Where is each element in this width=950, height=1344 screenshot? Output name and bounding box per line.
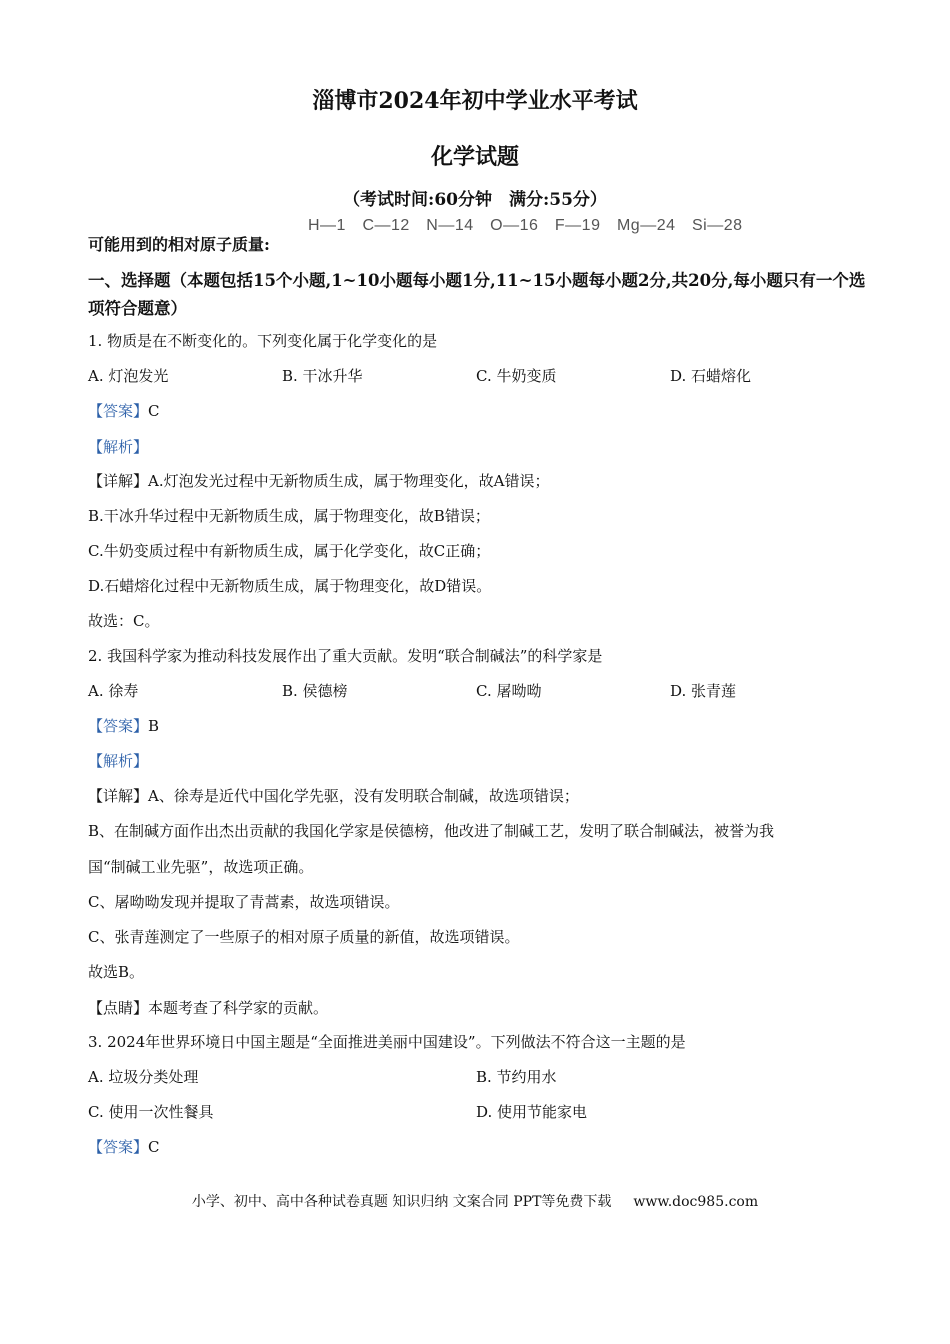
comment-text: 本题考查了科学家的贡献。 xyxy=(148,999,329,1017)
footer-url[interactable]: www.doc985.com xyxy=(633,1194,759,1210)
subject-title: 化学试题 xyxy=(430,144,519,170)
detail-tag: 【详解】 xyxy=(88,787,149,805)
answer-tag: 【答案】 xyxy=(88,1138,149,1156)
q2-option-d: D. 张青莲 xyxy=(670,682,737,700)
answer-tag: 【答案】 xyxy=(88,402,149,420)
detail-tag: 【详解】 xyxy=(88,472,149,490)
q1-conclusion: 故选：C。 xyxy=(88,612,160,630)
q1-option-a: A. 灯泡发光 xyxy=(88,367,169,385)
answer-value: B xyxy=(148,717,160,735)
answer-tag: 【答案】 xyxy=(88,717,149,735)
q2-detail-line: 国“制碱工业先驱”，故选项正确。 xyxy=(88,858,314,876)
question-2-stem: 2. 我国科学家为推动科技发展作出了重大贡献。发明“联合制碱法”的科学家是 xyxy=(88,647,603,665)
q3-option-a: A. 垃圾分类处理 xyxy=(88,1068,199,1086)
exam-info: （考试时间:60分钟 满分:55分） xyxy=(343,190,607,210)
q1-detail-line: D.石蜡熔化过程中无新物质生成，属于物理变化，故D错误。 xyxy=(88,577,492,595)
page-footer xyxy=(0,1191,950,1211)
q2-option-a: A. 徐寿 xyxy=(88,682,139,700)
atomic-mass-values: H—1 C—12 N—14 O—16 F—19 Mg—24 Si—28 xyxy=(308,217,743,234)
q1-detail-line xyxy=(88,470,549,491)
q2-detail-line: B、在制碱方面作出杰出贡献的我国化学家是侯德榜，他改进了制碱工艺，发明了联合制碱法，被誉为我 xyxy=(88,822,775,840)
q1-detail-line: B.干冰升华过程中无新物质生成，属于物理变化，故B错误； xyxy=(88,507,490,525)
q2-detail-line: C、屠呦呦发现并提取了青蒿素，故选项错误。 xyxy=(88,893,400,911)
q1-option-c: C. 牛奶变质 xyxy=(476,367,557,385)
q1-option-d: D. 石蜡熔化 xyxy=(670,367,752,385)
answer-value: C xyxy=(148,1138,160,1156)
q1-detail-line: C.牛奶变质过程中有新物质生成，属于化学变化，故C正确； xyxy=(88,542,491,560)
footer-text: 小学、初中、高中各种试卷真题 知识归纳 文案合同 PPT等免费下载 xyxy=(191,1194,612,1210)
q2-analysis-tag: 【解析】 xyxy=(88,752,149,770)
q1-analysis-tag: 【解析】 xyxy=(88,438,149,456)
detail-text: A.灯泡发光过程中无新物质生成，属于物理变化，故A错误； xyxy=(148,472,550,490)
atomic-mass-label: 可能用到的相对原子质量: xyxy=(88,235,270,254)
q2-detail-line: C、张青莲测定了一些原子的相对原子质量的新值，故选项错误。 xyxy=(88,928,520,946)
q3-answer xyxy=(88,1136,160,1157)
q2-answer xyxy=(88,715,159,736)
comment-tag: 【点睛】 xyxy=(88,999,149,1017)
exam-title: 淄博市2024年初中学业水平考试 xyxy=(312,88,638,114)
q2-comment xyxy=(88,997,328,1018)
q1-option-b: B. 干冰升华 xyxy=(282,367,363,385)
q2-detail-line xyxy=(88,785,579,806)
section-heading: 一、选择题（本题包括15个小题,1~10小题每小题1分,11~15小题每小题2分,共20分,每小题只有一个选项符合题意） xyxy=(88,271,866,318)
q3-option-b: B. 节约用水 xyxy=(476,1068,557,1086)
question-1-stem: 1. 物质是在不断变化的。下列变化属于化学变化的是 xyxy=(88,332,438,350)
q2-option-b: B. 侯德榜 xyxy=(282,682,348,700)
question-3-stem: 3. 2024年世界环境日中国主题是“全面推进美丽中国建设”。下列做法不符合这一主题的是 xyxy=(88,1033,686,1051)
q2-conclusion: 故选B。 xyxy=(88,963,145,981)
q1-answer xyxy=(88,400,160,421)
q3-option-c: C. 使用一次性餐具 xyxy=(88,1103,214,1121)
detail-text: A、徐寿是近代中国化学先驱，没有发明联合制碱，故选项错误； xyxy=(148,787,579,805)
q3-option-d: D. 使用节能家电 xyxy=(476,1103,588,1121)
answer-value: C xyxy=(148,402,160,420)
q2-option-c: C. 屠呦呦 xyxy=(476,682,542,700)
